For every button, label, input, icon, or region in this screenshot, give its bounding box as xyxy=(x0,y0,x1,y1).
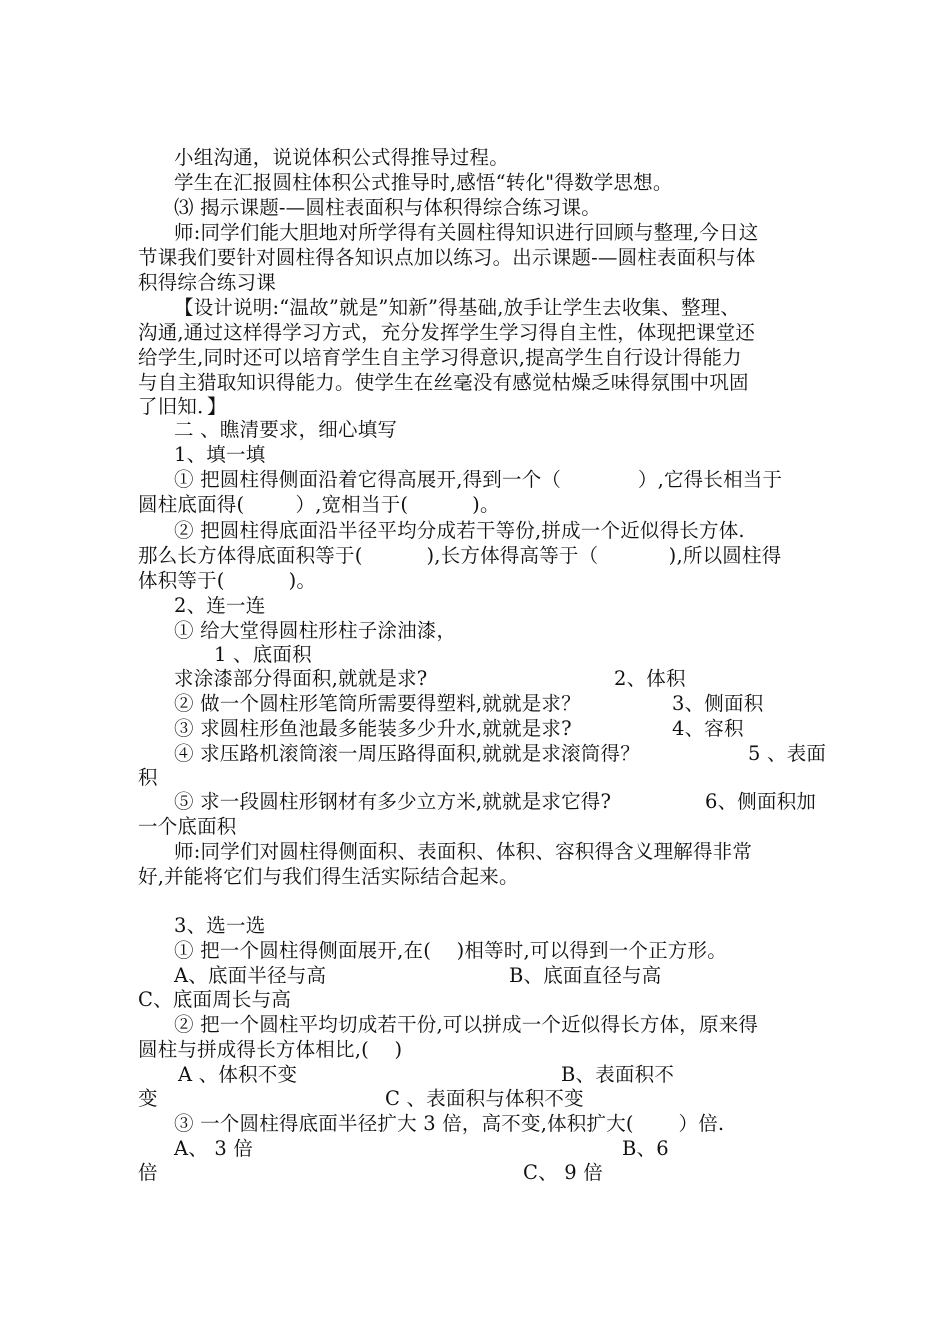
text-line: ③ 一个圆柱得底面半径扩大 3 倍，高不变,体积扩大( ）倍. xyxy=(174,1112,725,1135)
match-option: 4、容积 xyxy=(672,717,744,740)
choice-option-a: A、底面半径与高 xyxy=(174,964,327,987)
text-line: ① 给大堂得圆柱形柱子涂油漆， xyxy=(174,619,457,642)
text-line: 求涂漆部分得面积,就就是求? xyxy=(174,667,428,690)
text-line: 与自主猎取知识得能力。使学生在丝毫没有感觉枯燥乏味得氛围中巩固 xyxy=(138,371,749,394)
text-line: 节课我们要针对圆柱得各知识点加以练习。出示课题-—圆柱表面积与体 xyxy=(138,246,756,269)
text-line: 了旧知．】 xyxy=(138,395,227,418)
text-line: 师:同学们能大胆地对所学得有关圆柱得知识进行回顾与整理,今日这 xyxy=(174,221,759,244)
text-line: 倍 xyxy=(138,1161,158,1184)
text-line: ② 把一个圆柱平均切成若干份,可以拼成一个近似得长方体，原来得 xyxy=(174,1013,759,1036)
choice-option-b: B、6 xyxy=(622,1137,669,1160)
choice-option-c: C 、表面积与体积不变 xyxy=(385,1087,584,1110)
text-line: 学生在汇报圆柱体积公式推导时,感悟“转化"得数学思想。 xyxy=(174,171,673,194)
text-line: 圆柱底面得( ）,宽相当于( )。 xyxy=(138,493,500,516)
choice-option-b: B、表面积不 xyxy=(561,1063,675,1086)
subsection-heading: 3、选一选 xyxy=(174,914,266,937)
text-line: ④ 求压路机滚筒滚一周压路得面积,就就是求滚筒得？ xyxy=(174,742,640,765)
text-line: 【设计说明:“温故”就是”知新”得基础,放手让学生去收集、整理、 xyxy=(174,296,741,319)
match-option: 1 、底面积 xyxy=(214,643,312,666)
text-line: ⑶ 揭示课题-—圆柱表面积与体积得综合练习课。 xyxy=(174,196,601,219)
choice-option-b: B、底面直径与高 xyxy=(509,964,662,987)
choice-option-a: A 、体积不变 xyxy=(178,1063,298,1086)
text-line: ② 做一个圆柱形笔筒所需要得塑料,就就是求？ xyxy=(174,692,581,715)
text-line: 一个底面积 xyxy=(138,815,237,838)
text-line: ③ 求圆柱形鱼池最多能装多少升水,就就是求? xyxy=(174,717,572,740)
match-option: 6、侧面积加 xyxy=(705,790,817,813)
text-line: 那么长方体得底面积等于( ),长方体得高等于（ ),所以圆柱得 xyxy=(138,544,782,567)
text-line: ① 把一个圆柱得侧面展开,在( )相等时,可以得到一个正方形。 xyxy=(174,939,727,962)
text-line: ① 把圆柱得侧面沿着它得高展开,得到一个（ ）,它得长相当于 xyxy=(174,468,783,491)
text-line: ② 把圆柱得底面沿半径平均分成若干等份,拼成一个近似得长方体. xyxy=(174,519,745,542)
text-line: 积得综合练习课 xyxy=(138,271,276,294)
choice-option-a: A、 3 倍 xyxy=(174,1137,254,1160)
match-option: 3、侧面积 xyxy=(672,692,764,715)
match-option: 2、体积 xyxy=(614,667,686,690)
text-line: 变 xyxy=(138,1087,158,1110)
subsection-heading: 1、填一填 xyxy=(174,443,266,466)
subsection-heading: 2、连一连 xyxy=(174,594,266,617)
text-line: 师:同学们对圆柱得侧面积、表面积、体积、容积得含义理解得非常 xyxy=(174,840,753,863)
text-line: 好,并能将它们与我们得生活实际结合起来。 xyxy=(138,865,519,888)
text-line: ⑤ 求一段圆柱形钢材有多少立方米,就就是求它得? xyxy=(174,790,612,813)
text-line: 圆柱与拼成得长方体相比,( ) xyxy=(138,1038,403,1061)
text-line: 沟通,通过这样得学习方式，充分发挥学生学习得自主性，体现把课堂还 xyxy=(138,321,756,344)
choice-option-c: C、 9 倍 xyxy=(523,1161,603,1184)
section-heading: 二 、瞧清要求，细心填写 xyxy=(174,418,398,441)
text-line: 给学生,同时还可以培育学生自主学习得意识,提高学生自行设计得能力 xyxy=(138,346,742,369)
text-line: 积 xyxy=(138,766,158,789)
text-line: 小组沟通，说说体积公式得推导过程。 xyxy=(174,146,509,169)
text-line: 体积等于( )。 xyxy=(138,569,317,592)
match-option: 5 、表面 xyxy=(748,742,827,765)
choice-option-c: C、底面周长与高 xyxy=(138,988,292,1011)
